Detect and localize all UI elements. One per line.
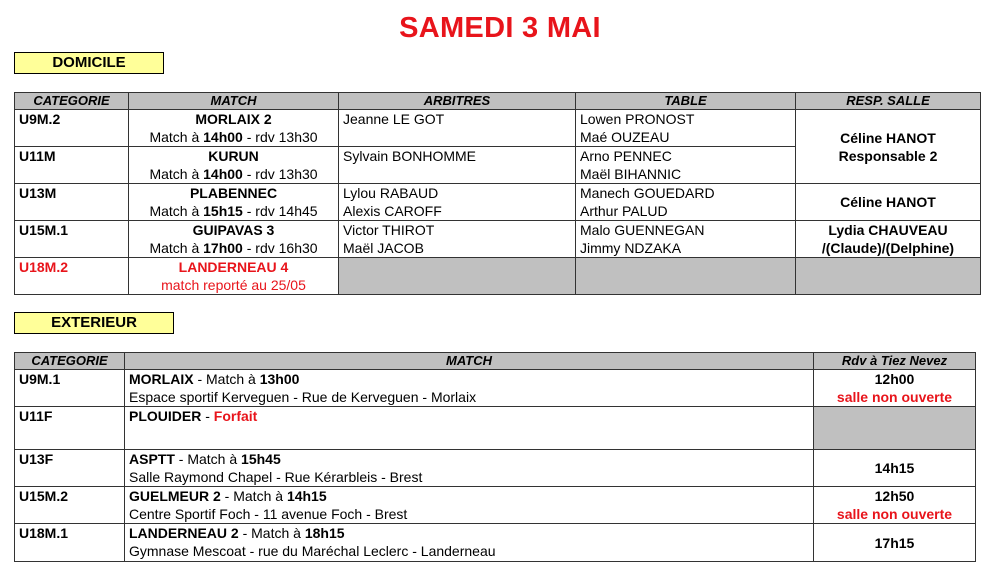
match-team: MORLAIX 2 [195,111,272,127]
match-cell [129,110,339,147]
match-time: 15h15 [203,203,243,219]
arbitre-name: Victor THIROT [343,222,435,238]
match-prefix: - Match à [174,451,242,467]
rdv-note: salle non ouverte [836,506,953,522]
table-name: Malo GUENNEGAN [580,222,705,238]
empty-cell [814,407,976,450]
table-row [15,370,976,407]
match-time: 14h00 [203,129,243,145]
match-prefix: - Match à [193,371,260,387]
section-label-domicile: DOMICILE [14,52,164,74]
match-time-line [133,202,334,220]
match-note: match reporté au 25/05 [161,277,306,293]
categorie-cell: U15M.2 [15,487,125,524]
rdv-cell [814,524,976,562]
match-time: 13h00 [259,371,300,387]
table-name: Arno PENNEC [580,148,672,164]
match-time-line [133,128,334,146]
match-cell [129,184,339,221]
col-header-categorie: CATEGORIE [15,353,125,370]
resp-name: Céline HANOT [840,194,936,210]
col-header-match: MATCH [125,353,814,370]
match-cell [129,221,339,258]
rdv-cell [814,487,976,524]
categorie-cell: U13F [15,450,125,487]
arbitres-cell [339,110,576,147]
categorie-cell: U18M.1 [15,524,125,562]
match-team: LANDERNEAU 2 [129,525,239,541]
table-name: Arthur PALUD [580,203,668,219]
resp-salle-cell [796,184,981,221]
table-row [15,258,981,295]
table-row [15,407,976,450]
match-line [129,370,809,388]
match-prefix: - Match à [220,488,287,504]
categorie-cell: U15M.1 [15,221,129,258]
match-line [129,450,809,468]
match-cell [125,487,814,524]
match-prefix: Match à [149,240,204,256]
rdv-time: 12h50 [874,488,915,504]
col-header-match: MATCH [129,93,339,110]
arbitre-name: Sylvain BONHOMME [343,148,477,164]
match-cell [125,370,814,407]
rdv-note: salle non ouverte [836,389,953,405]
match-cell [129,258,339,295]
exterieur-table [14,352,976,562]
table-cell [576,221,796,258]
arbitres-cell [339,184,576,221]
match-rdv: - rdv 14h45 [242,203,318,219]
match-team: MORLAIX [129,371,194,387]
section-label-exterieur: EXTERIEUR [14,312,174,334]
arbitre-name: Maël JACOB [343,240,424,256]
categorie-cell: U18M.2 [15,258,129,295]
match-time: 14h00 [203,166,243,182]
table-cell [576,110,796,147]
arbitre-name: Jeanne LE GOT [343,111,445,127]
match-prefix: - [201,408,214,424]
table-row [15,110,981,147]
table-name: Lowen PRONOST [580,111,695,127]
resp-name: Lydia CHAUVEAU [828,222,948,238]
table-row [15,450,976,487]
match-address: Espace sportif Kerveguen - Rue de Kerveguen - Morlaix [129,389,477,405]
col-header-table: TABLE [576,93,796,110]
table-row [15,524,976,562]
match-rdv: - rdv 16h30 [242,240,318,256]
rdv-cell [814,370,976,407]
col-header-rdv: Rdv à Tiez Nevez [814,353,976,370]
match-team: PLABENNEC [189,185,278,201]
empty-cell [796,258,981,295]
resp-name: /(Claude)/(Delphine) [821,240,955,256]
match-time: 18h15 [304,525,345,541]
match-time: 14h15 [286,488,327,504]
table-row [15,487,976,524]
match-cell [125,407,814,450]
match-cell [125,450,814,487]
match-team: ASPTT [129,451,175,467]
categorie-cell: U9M.2 [15,110,129,147]
col-header-categorie: CATEGORIE [15,93,129,110]
col-header-arbitres: ARBITRES [339,93,576,110]
rdv-cell [814,450,976,487]
match-time: 15h45 [241,451,281,467]
match-prefix: Match à [149,166,204,182]
table-row [15,184,981,221]
rdv-time: 14h15 [874,460,915,476]
page-title: SAMEDI 3 MAI [399,12,601,44]
table-row [15,221,981,258]
rdv-time: 17h15 [874,534,915,551]
table-header-row [15,93,981,110]
table-name: Jimmy NDZAKA [580,240,682,256]
empty-cell [576,258,796,295]
resp-salle-cell [796,110,981,184]
match-cell [129,147,339,184]
match-team: GUIPAVAS 3 [192,222,275,238]
categorie-cell: U11M [15,147,129,184]
match-team: KURUN [208,148,259,164]
match-prefix: Match à [149,203,204,219]
table-name: Manech GOUEDARD [580,185,715,201]
match-time: 17h00 [203,240,243,256]
match-team: PLOUIDER [129,408,202,424]
match-line [129,524,809,542]
match-team: LANDERNEAU 4 [178,259,289,275]
match-time-line [133,239,334,257]
resp-name: Responsable 2 [838,147,938,164]
table-cell [576,184,796,221]
table-name: Maé OUZEAU [580,129,670,145]
rdv-time: 12h00 [874,371,915,387]
arbitres-cell [339,147,576,184]
resp-name: Céline HANOT [840,129,936,146]
match-line [129,487,809,505]
categorie-cell: U13M [15,184,129,221]
domicile-table [14,92,981,295]
match-team: GUELMEUR 2 [129,488,221,504]
arbitre-name: Alexis CAROFF [343,203,442,219]
match-address: Gymnase Mescoat - rue du Maréchal Leclerc - Landerneau [129,543,496,559]
arbitre-name: Lylou RABAUD [343,185,439,201]
table-cell [576,147,796,184]
table-name: Maël BIHANNIC [580,166,682,182]
arbitres-cell [339,221,576,258]
match-address: Centre Sportif Foch - 11 avenue Foch - Brest [129,506,408,522]
table-header-row [15,353,976,370]
categorie-cell: U9M.1 [15,370,125,407]
match-address: Salle Raymond Chapel - Rue Kérarbleis - Brest [129,469,423,485]
match-time-line [133,165,334,183]
categorie-cell: U11F [15,407,125,450]
forfait-label: Forfait [213,408,258,424]
match-line [129,407,809,425]
col-header-resp-salle: RESP. SALLE [796,93,981,110]
match-cell [125,524,814,562]
empty-cell [339,258,576,295]
match-prefix: - Match à [238,525,305,541]
match-rdv: - rdv 13h30 [242,129,318,145]
resp-salle-cell [796,221,981,258]
match-prefix: Match à [149,129,204,145]
match-rdv: - rdv 13h30 [242,166,318,182]
